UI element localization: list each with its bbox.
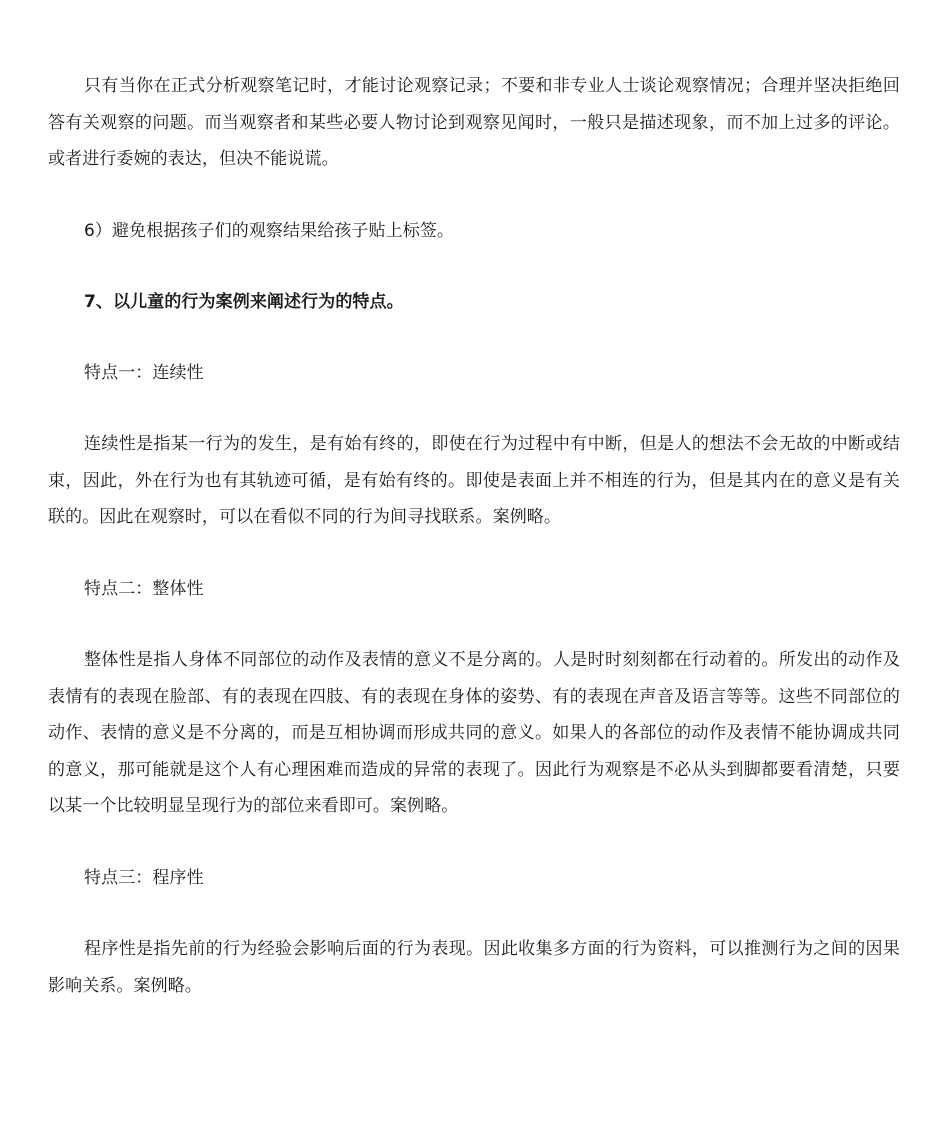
document-page — [48, 68, 900, 1004]
paragraph-observation-confidentiality: 只有当你在正式分析观察笔记时，才能讨论观察记录；不要和非专业人士谈论观察情况；合理并坚决拒绝回答有关观察的问题。而当观察者和某些必要人物讨论到观察见闻时，一般只是描述现象，而不加上过多的评论。或者进行委婉的表达，但决不能说谎。 — [48, 76, 900, 169]
section-heading-behavior-features: 7、以儿童的行为案例来阐述行为的特点。 — [84, 292, 404, 312]
feature-one-body: 连续性是指某一行为的发生，是有始有终的，即使在行为过程中有中断，但是人的想法不会无故的中断或结束，因此，外在行为也有其轨迹可循，是有始有终的。即使是表面上并不相连的行为，但是其内在的意义是有关联的。因此在观察时，可以在看似不同的行为间寻找联系。案例略。 — [48, 434, 900, 527]
feature-two-title: 特点二：整体性 — [84, 578, 204, 599]
feature-two-body: 整体性是指人身体不同部位的动作及表情的意义不是分离的。人是时时刻刻都在行动着的。所发出的动作及表情有的表现在脸部、有的表现在四肢、有的表现在身体的姿势、有的表现在声音及语言等等。这些不同部位的动作、表情的意义是不分离的，而是互相协调而形成共同的意义。如果人的各部位的动作及表情不能协调成共同的意义，那可能就是这个人有心理困难而造成的异常的表现了。因此行为观察是不必从头到脚都要看清楚，只要以某一个比较明显呈现行为的部位来看即可。案例略。 — [48, 650, 900, 816]
paragraph-avoid-labeling: 6）避免根据孩子们的观察结果给孩子贴上标签。 — [84, 220, 455, 241]
feature-one-title: 特点一：连续性 — [84, 362, 204, 383]
feature-three-body: 程序性是指先前的行为经验会影响后面的行为表现。因此收集多方面的行为资料，可以推测行为之间的因果影响关系。案例略。 — [48, 939, 900, 996]
feature-three-title: 特点三：程序性 — [84, 867, 204, 888]
